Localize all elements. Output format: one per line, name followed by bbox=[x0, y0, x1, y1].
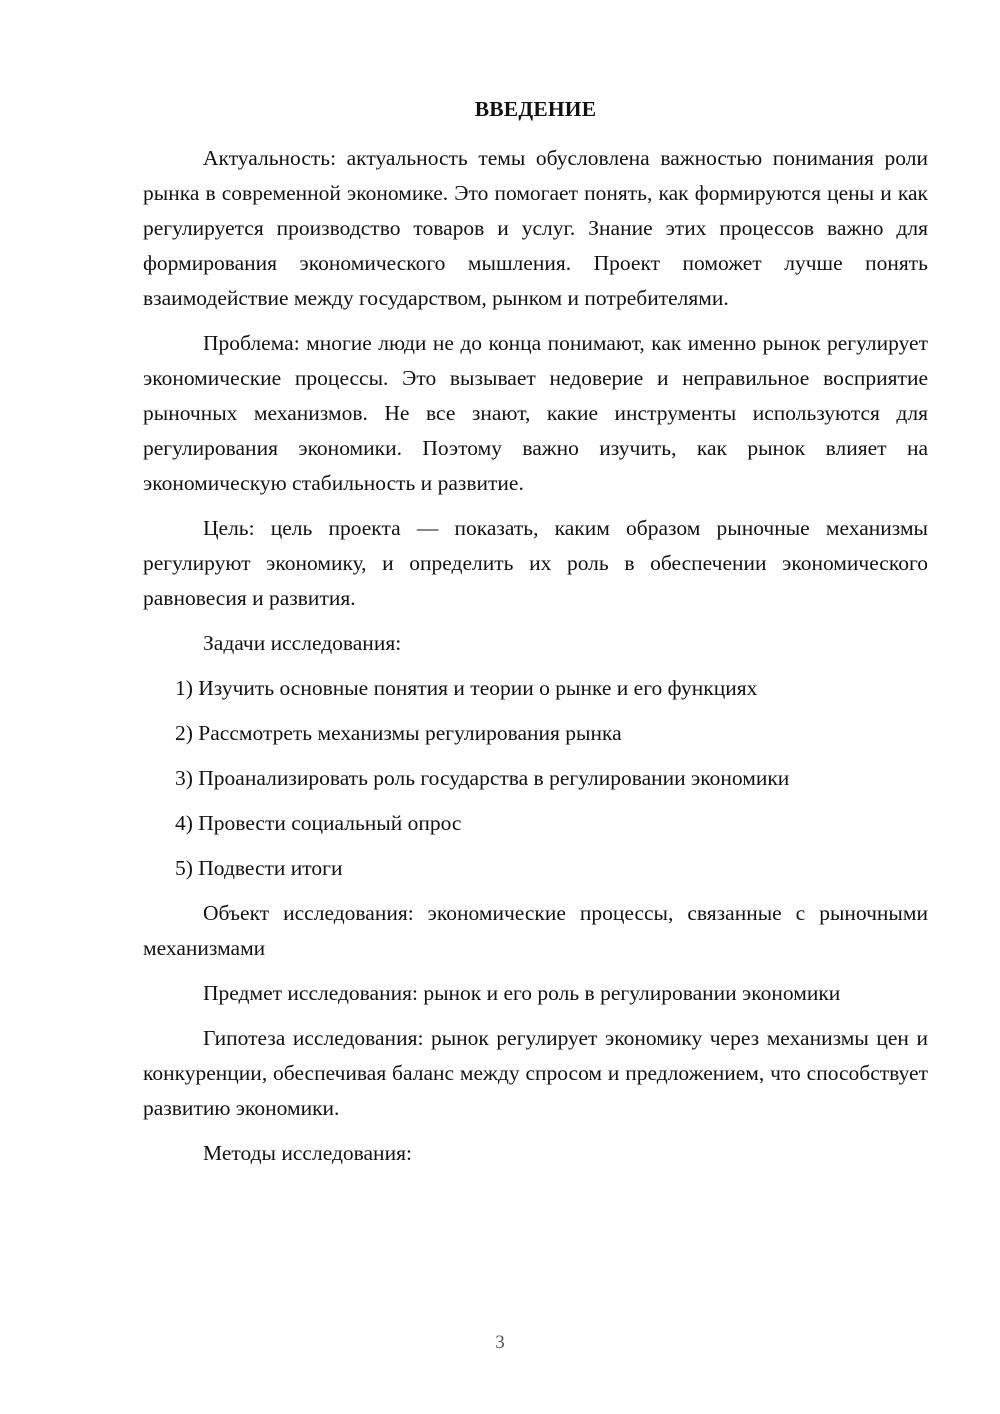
page-number: 3 bbox=[495, 1332, 505, 1353]
page-content bbox=[143, 92, 928, 1181]
problem-paragraph: Проблема: многие люди не до конца понимают, как именно рынок регулирует экономические процессы. Это вызывает недоверие и неправильное восприятие рыночных механизмов. Не все знают, какие инструменты используются для регулирования экономики. Поэтому важно изучить, как рынок влияет на экономическую стабильность и развитие. bbox=[143, 331, 928, 495]
subject-paragraph: Предмет исследования: рынок и его роль в регулировании экономики bbox=[203, 981, 841, 1005]
object-paragraph: Объект исследования: экономические процессы, связанные с рыночными механизмами bbox=[143, 901, 928, 960]
task-item: 4) Провести социальный опрос bbox=[175, 811, 462, 835]
methods-heading: Методы исследования: bbox=[203, 1141, 412, 1165]
hypothesis-paragraph: Гипотеза исследования: рынок регулирует экономику через механизмы цен и конкуренции, обеспечивая баланс между спросом и предложением, что способствует развитию экономики. bbox=[143, 1026, 928, 1120]
tasks-heading: Задачи исследования: bbox=[203, 631, 402, 655]
relevance-paragraph: Актуальность: актуальность темы обусловлена важностью понимания роли рынка в современной экономике. Это помогает понять, как формируются цены и как регулируется производство товаров и услуг. Знание этих процессов важно для формирования экономического мышления. Проект поможет лучше понять взаимодействие между государством, рынком и потребителями. bbox=[143, 146, 928, 310]
section-title: ВВЕДЕНИЕ bbox=[474, 97, 597, 121]
task-item: 3) Проанализировать роль государства в регулировании экономики bbox=[175, 766, 790, 790]
task-item: 2) Рассмотреть механизмы регулирования рынка bbox=[175, 721, 622, 745]
task-item: 1) Изучить основные понятия и теории о рынке и его функциях bbox=[175, 676, 758, 700]
goal-paragraph: Цель: цель проекта — показать, каким образом рыночные механизмы регулируют экономику, и определить их роль в обеспечении экономического равновесия и развития. bbox=[143, 516, 928, 610]
task-item: 5) Подвести итоги bbox=[175, 856, 343, 880]
